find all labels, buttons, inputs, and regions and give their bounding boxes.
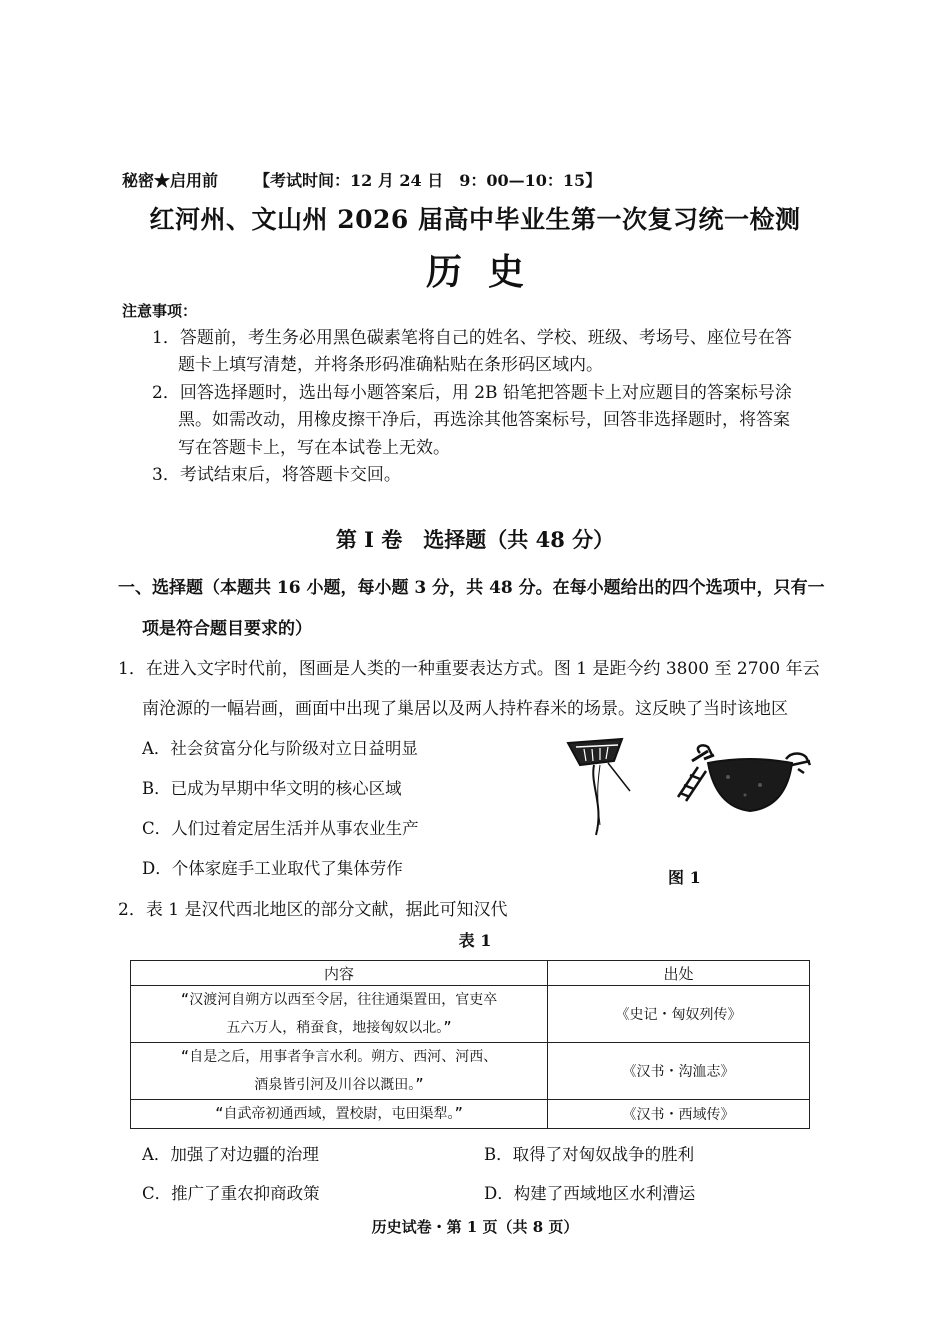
row-3-source: 《汉书・西域传》	[548, 1100, 810, 1129]
figure-caption: 图 1	[668, 868, 701, 887]
section-title: 第 I 卷 选择题（共 48 分）	[335, 527, 615, 552]
notice-item-2-cont2: 写在答题卡上，写在本试卷上无效。	[178, 438, 450, 458]
stilt-house-drawing	[568, 739, 630, 835]
notice-heading: 注意事项：	[122, 302, 198, 320]
exam-title: 红河州、文山州 2026 届高中毕业生第一次复习统一检测	[149, 205, 801, 234]
header-content: 内容	[131, 961, 548, 986]
notice-item-1: 1．答题前，考生务必用黑色碳素笔将自己的姓名、学校、班级、考场号、座位号在答	[152, 328, 792, 348]
q1-option-a: A．社会贫富分化与阶级对立日益明显	[142, 739, 418, 758]
question-1-stem: 1．在进入文字时代前，图画是人类的一种重要表达方式。图 1 是距今约 3800 至 2700 年云	[118, 659, 820, 679]
q2-option-b: B．取得了对匈奴战争的胜利	[484, 1145, 695, 1164]
row-3-content	[131, 1100, 548, 1129]
table-row	[131, 1043, 810, 1100]
subject-title: 历史	[425, 251, 550, 293]
row-1-content-line-1: “汉渡河自朔方以西至令居，往往通渠置田，官吏卒	[180, 992, 498, 1008]
pounding-scene-drawing	[678, 745, 810, 811]
confidential-label: 秘密★启用前	[122, 171, 219, 190]
row-2-content-line-1: “自是之后，用事者争言水利。朔方、西河、河西、	[180, 1049, 498, 1065]
exam-time: 【考试时间：12 月 24 日 9：00—10：15】	[254, 171, 602, 190]
row-1-content	[131, 986, 548, 1043]
row-1-source: 《史记・匈奴列传》	[548, 986, 810, 1043]
row-2-content	[131, 1043, 548, 1100]
notice-item-3: 3．考试结束后，将答题卡交回。	[152, 465, 401, 485]
notice-item-2: 2．回答选择题时，选出每小题答案后，用 2B 铅笔把答题卡上对应题目的答案标号涂	[152, 383, 792, 403]
part-instructions-cont: 项是符合题目要求的）	[142, 619, 312, 639]
exam-header-line	[122, 168, 601, 191]
row-3-content-line-1: “自武帝初通西域，置校尉，屯田渠犁。”	[215, 1106, 463, 1122]
q1-option-c: C．人们过着定居生活并从事农业生产	[142, 819, 419, 838]
table-row	[131, 1100, 810, 1129]
question-2-stem: 2．表 1 是汉代西北地区的部分文献，据此可知汉代	[118, 900, 508, 920]
document-table	[130, 960, 810, 1129]
header-source: 出处	[548, 961, 810, 986]
rock-painting-figure	[560, 725, 820, 845]
part-instructions: 一、选择题（本题共 16 小题，每小题 3 分，共 48 分。在每小题给出的四个选项中，只有一	[118, 578, 825, 598]
q2-option-a: A．加强了对边疆的治理	[142, 1145, 319, 1164]
page-footer: 历史试卷・第 1 页（共 8 页）	[371, 1218, 579, 1236]
row-2-source: 《汉书・沟洫志》	[548, 1043, 810, 1100]
q2-option-c: C．推广了重农抑商政策	[142, 1184, 320, 1203]
row-1-content-line-2: 五六万人，稍蚕食，地接匈奴以北。”	[226, 1020, 452, 1036]
q1-option-b: B．已成为早期中华文明的核心区域	[142, 779, 402, 798]
table-row	[131, 986, 810, 1043]
q2-option-d: D．构建了西域地区水利漕运	[484, 1184, 696, 1203]
table-header-row	[131, 961, 810, 986]
table-caption: 表 1	[458, 931, 492, 950]
row-2-content-line-2: 酒泉皆引河及川谷以溉田。”	[254, 1077, 424, 1093]
q1-option-d: D．个体家庭手工业取代了集体劳作	[142, 859, 403, 878]
notice-item-2-cont: 黑。如需改动，用橡皮擦干净后，再选涂其他答案标号，回答非选择题时，将答案	[178, 410, 790, 430]
notice-item-1-cont: 题卡上填写清楚，并将条形码准确粘贴在条形码区域内。	[178, 355, 603, 375]
question-1-stem-cont: 南沧源的一幅岩画，画面中出现了巢居以及两人持杵舂米的场景。这反映了当时该地区	[142, 699, 788, 719]
